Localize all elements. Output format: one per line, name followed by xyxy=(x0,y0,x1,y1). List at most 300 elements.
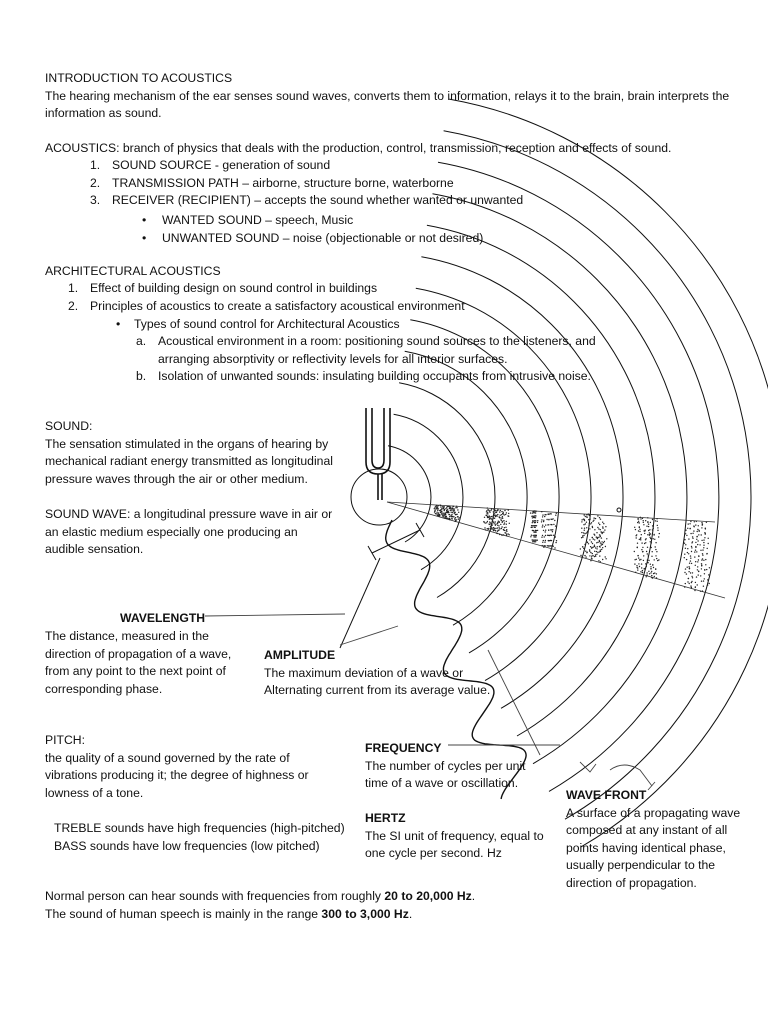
compression-dot xyxy=(641,567,642,568)
compression-dot xyxy=(455,507,456,508)
compression-dot xyxy=(583,535,584,536)
compression-dot xyxy=(644,568,645,569)
compression-dot xyxy=(688,523,689,524)
compression-dot xyxy=(656,577,657,578)
compression-dot xyxy=(704,537,705,538)
compression-dot xyxy=(698,534,699,535)
compression-dot xyxy=(492,528,493,529)
compression-dot xyxy=(599,534,600,535)
compression-dot xyxy=(436,512,437,513)
compression-dot xyxy=(445,516,446,517)
compression-dot xyxy=(541,511,542,512)
compression-dot xyxy=(637,567,638,568)
compression-dot xyxy=(649,535,650,536)
compression-dot xyxy=(634,563,635,564)
compression-dot xyxy=(446,507,447,508)
compression-dot xyxy=(684,586,685,587)
compression-dot xyxy=(686,559,687,560)
compression-dot xyxy=(442,506,443,507)
compression-dot xyxy=(601,549,602,550)
compression-dot xyxy=(589,551,590,552)
compression-dot xyxy=(690,521,691,522)
compression-dot xyxy=(636,534,637,535)
compression-dot xyxy=(640,559,641,560)
wanted-sound-item: • WANTED SOUND – speech, Music xyxy=(142,213,354,227)
compression-dot xyxy=(691,542,692,543)
compression-dot xyxy=(641,534,642,535)
compression-dot xyxy=(606,538,607,539)
compression-dot xyxy=(657,521,658,522)
compression-dot xyxy=(595,547,596,548)
compression-dot xyxy=(582,537,583,538)
compression-dot xyxy=(601,537,602,538)
compression-dot xyxy=(601,541,602,542)
compression-dot xyxy=(647,522,648,523)
compression-dot xyxy=(484,527,485,528)
compression-dot xyxy=(590,546,591,547)
compression-dot xyxy=(657,560,658,561)
compression-dot xyxy=(556,513,557,514)
compression-dot xyxy=(687,552,688,553)
compression-dot xyxy=(544,514,545,515)
tuning-fork-icon xyxy=(351,408,407,525)
compression-dot xyxy=(440,506,441,507)
compression-dot xyxy=(543,521,544,522)
compression-dot xyxy=(497,533,498,534)
compression-dot xyxy=(603,542,604,543)
compression-dot xyxy=(505,532,506,533)
compression-dot xyxy=(637,569,638,570)
compression-dot xyxy=(698,571,699,572)
compression-dot xyxy=(636,565,637,566)
compression-dot xyxy=(643,522,644,523)
compression-dot xyxy=(696,576,697,577)
compression-dot xyxy=(448,514,449,515)
compression-dot xyxy=(449,516,450,517)
compression-dot xyxy=(600,542,601,543)
compression-dot xyxy=(651,542,652,543)
compression-dot xyxy=(649,529,650,530)
compression-dot xyxy=(596,551,597,552)
compression-dot xyxy=(533,512,534,513)
compression-dot xyxy=(534,527,535,528)
compression-dot xyxy=(687,567,688,568)
compression-dot xyxy=(456,507,457,508)
compression-dot xyxy=(447,509,448,510)
acoustics-item-1: 1. SOUND SOURCE - generation of sound xyxy=(90,158,331,172)
compression-dot xyxy=(537,520,538,521)
compression-dot xyxy=(543,530,544,531)
compression-dot xyxy=(690,533,691,534)
compression-dot xyxy=(703,580,704,581)
compression-dot xyxy=(542,516,543,517)
compression-dot xyxy=(589,528,590,529)
compression-dot xyxy=(650,572,651,573)
compression-dot xyxy=(644,533,645,534)
compression-dot xyxy=(490,522,491,523)
compression-dot xyxy=(699,531,700,532)
compression-dot xyxy=(645,568,646,569)
sound-control-bullet: • Types of sound control for Architectural Acoustics xyxy=(116,317,400,331)
compression-dot xyxy=(645,563,646,564)
compression-dot xyxy=(542,542,543,543)
compression-dot xyxy=(702,590,703,591)
compression-dot xyxy=(691,547,692,548)
compression-dot xyxy=(696,539,697,540)
bass-text: BASS sounds have low frequencies (low pitched) xyxy=(54,838,320,853)
compression-dot xyxy=(696,551,697,552)
compression-dot xyxy=(487,528,488,529)
compression-dot xyxy=(587,532,588,533)
compression-dot xyxy=(544,536,545,537)
compression-dot xyxy=(694,521,695,522)
compression-dot xyxy=(438,512,439,513)
compression-dot xyxy=(589,523,590,524)
wave-front-text: A surface of a propagating wave composed at any instant of all points having identical phase, usually perpendicular to the direction of propagation. xyxy=(566,805,741,890)
compression-dot xyxy=(685,583,686,584)
compression-dot xyxy=(534,520,535,521)
compression-dot xyxy=(708,538,709,539)
compression-dot xyxy=(687,581,688,582)
compression-dot xyxy=(442,514,443,515)
compression-dot xyxy=(453,516,454,517)
compression-dot xyxy=(531,525,532,526)
compression-dot xyxy=(702,558,703,559)
compression-dot xyxy=(533,531,534,532)
compression-dot xyxy=(700,591,701,592)
compression-dot xyxy=(503,512,504,513)
compression-dot xyxy=(602,547,603,548)
compression-dot xyxy=(548,519,549,520)
compression-dot xyxy=(703,545,704,546)
compression-dot xyxy=(533,536,534,537)
compression-dot xyxy=(555,515,556,516)
compression-dot xyxy=(650,566,651,567)
compression-dot xyxy=(440,509,441,510)
compression-dot xyxy=(648,571,649,572)
compression-dot xyxy=(488,516,489,517)
compression-dot xyxy=(500,510,501,511)
compression-dot xyxy=(647,534,648,535)
architectural-heading: ARCHITECTURAL ACOUSTICS xyxy=(45,264,221,278)
compression-dot xyxy=(457,509,458,510)
compression-dot xyxy=(689,568,690,569)
compression-dot xyxy=(708,543,709,544)
compression-dot xyxy=(652,519,653,520)
compression-dot xyxy=(600,536,601,537)
compression-dot xyxy=(645,542,646,543)
compression-dot xyxy=(532,512,533,513)
compression-dot xyxy=(504,522,505,523)
amplitude-heading: AMPLITUDE xyxy=(264,648,336,662)
compression-dot xyxy=(506,535,507,536)
compression-dot xyxy=(691,546,692,547)
compression-dot xyxy=(656,558,657,559)
compression-dot xyxy=(598,560,599,561)
compression-dot xyxy=(506,534,507,535)
compression-dot xyxy=(695,542,696,543)
compression-dot xyxy=(643,524,644,525)
compression-dot xyxy=(685,544,686,545)
compression-dot xyxy=(657,525,658,526)
compression-dot xyxy=(695,565,696,566)
compression-dot xyxy=(550,519,551,520)
compression-dot xyxy=(531,516,532,517)
compression-dot xyxy=(581,532,582,533)
compression-dot xyxy=(592,521,593,522)
compression-dot xyxy=(503,524,504,525)
compression-dot xyxy=(530,512,531,513)
compression-dot xyxy=(488,509,489,510)
compression-dot xyxy=(588,519,589,520)
compression-dot xyxy=(636,559,637,560)
compression-dot xyxy=(594,546,595,547)
compression-dot xyxy=(501,528,502,529)
compression-dot xyxy=(495,528,496,529)
compression-dot xyxy=(695,546,696,547)
compression-dot xyxy=(487,507,488,508)
compression-dot xyxy=(581,537,582,538)
compression-dot xyxy=(501,511,502,512)
compression-dot xyxy=(704,573,705,574)
compression-dot xyxy=(688,538,689,539)
compression-dot xyxy=(585,556,586,557)
compression-dot xyxy=(597,515,598,516)
compression-dot xyxy=(532,539,533,540)
compression-dot xyxy=(444,509,445,510)
compression-dot xyxy=(648,560,649,561)
compression-dot xyxy=(453,506,454,507)
compression-dot xyxy=(636,537,637,538)
compression-dot xyxy=(702,523,703,524)
compression-dot xyxy=(645,530,646,531)
compression-dot xyxy=(706,569,707,570)
compression-dot xyxy=(489,524,490,525)
compression-dot xyxy=(698,559,699,560)
compression-dot xyxy=(458,512,459,513)
compression-dot xyxy=(541,521,542,522)
compression-dot xyxy=(654,572,655,573)
compression-dot xyxy=(602,559,603,560)
compression-dot xyxy=(592,553,593,554)
compression-dot xyxy=(594,545,595,546)
compression-dot xyxy=(709,567,710,568)
compression-dot xyxy=(588,514,589,515)
compression-dot xyxy=(546,519,547,520)
compression-dot xyxy=(652,577,653,578)
compression-dot xyxy=(541,519,542,520)
compression-dot xyxy=(449,506,450,507)
compression-dot xyxy=(550,535,551,536)
acoustics-item-2: 2. TRANSMISSION PATH – airborne, structure borne, waterborne xyxy=(90,175,454,190)
compression-dot xyxy=(691,563,692,564)
compression-dot xyxy=(497,509,498,510)
compression-dot xyxy=(649,537,650,538)
compression-dot xyxy=(704,578,705,579)
compression-dot xyxy=(499,534,500,535)
compression-dot xyxy=(639,559,640,560)
compression-dot xyxy=(650,541,651,542)
compression-dot xyxy=(698,525,699,526)
compression-dot xyxy=(451,516,452,517)
compression-dot xyxy=(584,544,585,545)
compression-dot xyxy=(641,542,642,543)
compression-dot xyxy=(688,571,689,572)
compression-dot xyxy=(700,575,701,576)
compression-dot xyxy=(542,525,543,526)
compression-dot xyxy=(543,540,544,541)
compression-dot xyxy=(443,517,444,518)
compression-dot xyxy=(438,505,439,506)
compression-dot xyxy=(584,530,585,531)
compression-dot xyxy=(589,549,590,550)
compression-dot xyxy=(499,522,500,523)
compression-dot xyxy=(508,509,509,510)
compression-dot xyxy=(653,573,654,574)
compression-dot xyxy=(489,521,490,522)
compression-dot xyxy=(445,518,446,519)
compression-dot xyxy=(591,556,592,557)
compression-dot xyxy=(586,527,587,528)
compression-dot xyxy=(686,573,687,574)
compression-dot xyxy=(555,542,556,543)
compression-dot xyxy=(442,512,443,513)
compression-dot xyxy=(634,559,635,560)
compression-dot xyxy=(580,548,581,549)
compression-dot xyxy=(596,542,597,543)
compression-dot xyxy=(689,523,690,524)
compression-dot xyxy=(692,577,693,578)
compression-dot xyxy=(487,517,488,518)
compression-dot xyxy=(502,516,503,517)
compression-dot xyxy=(646,572,647,573)
compression-dot xyxy=(605,556,606,557)
compression-dot xyxy=(599,517,600,518)
compression-dot xyxy=(499,516,500,517)
compression-dot xyxy=(600,551,601,552)
compression-dot xyxy=(495,530,496,531)
compression-dot xyxy=(506,512,507,513)
compression-dot xyxy=(690,572,691,573)
wavelength-text: The distance, measured in the direction of propagation of a wave, from any point to the next point of corresponding phase. xyxy=(45,629,232,696)
compression-dot xyxy=(499,511,500,512)
compression-dot xyxy=(647,547,648,548)
compression-dot xyxy=(456,519,457,520)
compression-dot xyxy=(503,513,504,514)
compression-dot xyxy=(695,561,696,562)
compression-dot xyxy=(598,522,599,523)
compression-dot xyxy=(588,543,589,544)
compression-dot xyxy=(648,555,649,556)
architectural-item-1: 1. Effect of building design on sound control in buildings xyxy=(68,281,378,295)
small-circle-icon xyxy=(617,508,621,512)
compression-dot xyxy=(589,555,590,556)
compression-dot xyxy=(592,543,593,544)
compression-dot xyxy=(691,551,692,552)
compression-dot xyxy=(697,536,698,537)
compression-dot xyxy=(594,539,595,540)
compression-dot xyxy=(639,529,640,530)
compression-dot xyxy=(646,566,647,567)
wave-arc xyxy=(399,383,495,598)
compression-dot xyxy=(653,525,654,526)
compression-dot xyxy=(591,557,592,558)
compression-dot xyxy=(638,563,639,564)
compression-dot xyxy=(448,512,449,513)
compression-dot xyxy=(452,516,453,517)
compression-dot xyxy=(655,555,656,556)
compression-dot xyxy=(452,508,453,509)
compression-dot xyxy=(448,511,449,512)
compression-dot xyxy=(545,535,546,536)
compression-dot xyxy=(442,508,443,509)
compression-dot xyxy=(454,512,455,513)
compression-dot xyxy=(505,527,506,528)
compression-dot xyxy=(703,560,704,561)
compression-dot xyxy=(493,511,494,512)
compression-dot xyxy=(582,546,583,547)
compression-dot xyxy=(689,583,690,584)
compression-dot xyxy=(658,536,659,537)
compression-dot xyxy=(457,516,458,517)
unwanted-sound-item: • UNWANTED SOUND – noise (objectionable or not desired) xyxy=(142,231,484,245)
compression-dot xyxy=(595,518,596,519)
compression-dot xyxy=(449,508,450,509)
compression-dot xyxy=(440,505,441,506)
compression-dot xyxy=(544,542,545,543)
compression-dot xyxy=(590,552,591,553)
compression-dot xyxy=(642,570,643,571)
compression-dot xyxy=(550,529,551,530)
frequency-heading: FREQUENCY xyxy=(365,741,442,755)
compression-dot xyxy=(703,586,704,587)
compression-dot xyxy=(553,546,554,547)
architectural-item-2: 2. Principles of acoustics to create a satisfactory acoustical environment xyxy=(68,298,465,313)
compression-dot xyxy=(450,508,451,509)
compression-dot xyxy=(638,557,639,558)
compression-dot xyxy=(458,519,459,520)
compression-dot xyxy=(553,535,554,536)
compression-dot xyxy=(584,533,585,534)
compression-dot xyxy=(654,539,655,540)
compression-dot xyxy=(532,530,533,531)
compression-dot xyxy=(550,545,551,546)
compression-dot xyxy=(581,521,582,522)
compression-dot xyxy=(689,563,690,564)
compression-dot xyxy=(697,544,698,545)
compression-dot xyxy=(493,509,494,510)
compression-dot xyxy=(593,534,594,535)
compression-dot xyxy=(584,528,585,529)
compression-dot xyxy=(531,535,532,536)
compression-dot xyxy=(651,575,652,576)
compression-dot xyxy=(542,545,543,546)
compression-dot xyxy=(486,515,487,516)
compression-dot xyxy=(652,564,653,565)
compression-dot xyxy=(642,518,643,519)
compression-dot xyxy=(556,540,557,541)
compression-dot xyxy=(490,526,491,527)
compression-dot xyxy=(490,530,491,531)
compression-dot xyxy=(436,513,437,514)
compression-dot xyxy=(545,545,546,546)
compression-dot xyxy=(552,531,553,532)
compression-dot xyxy=(649,532,650,533)
compression-dot xyxy=(694,590,695,591)
compression-dot xyxy=(441,511,442,512)
compression-dot xyxy=(605,558,606,559)
compression-dot xyxy=(590,523,591,524)
